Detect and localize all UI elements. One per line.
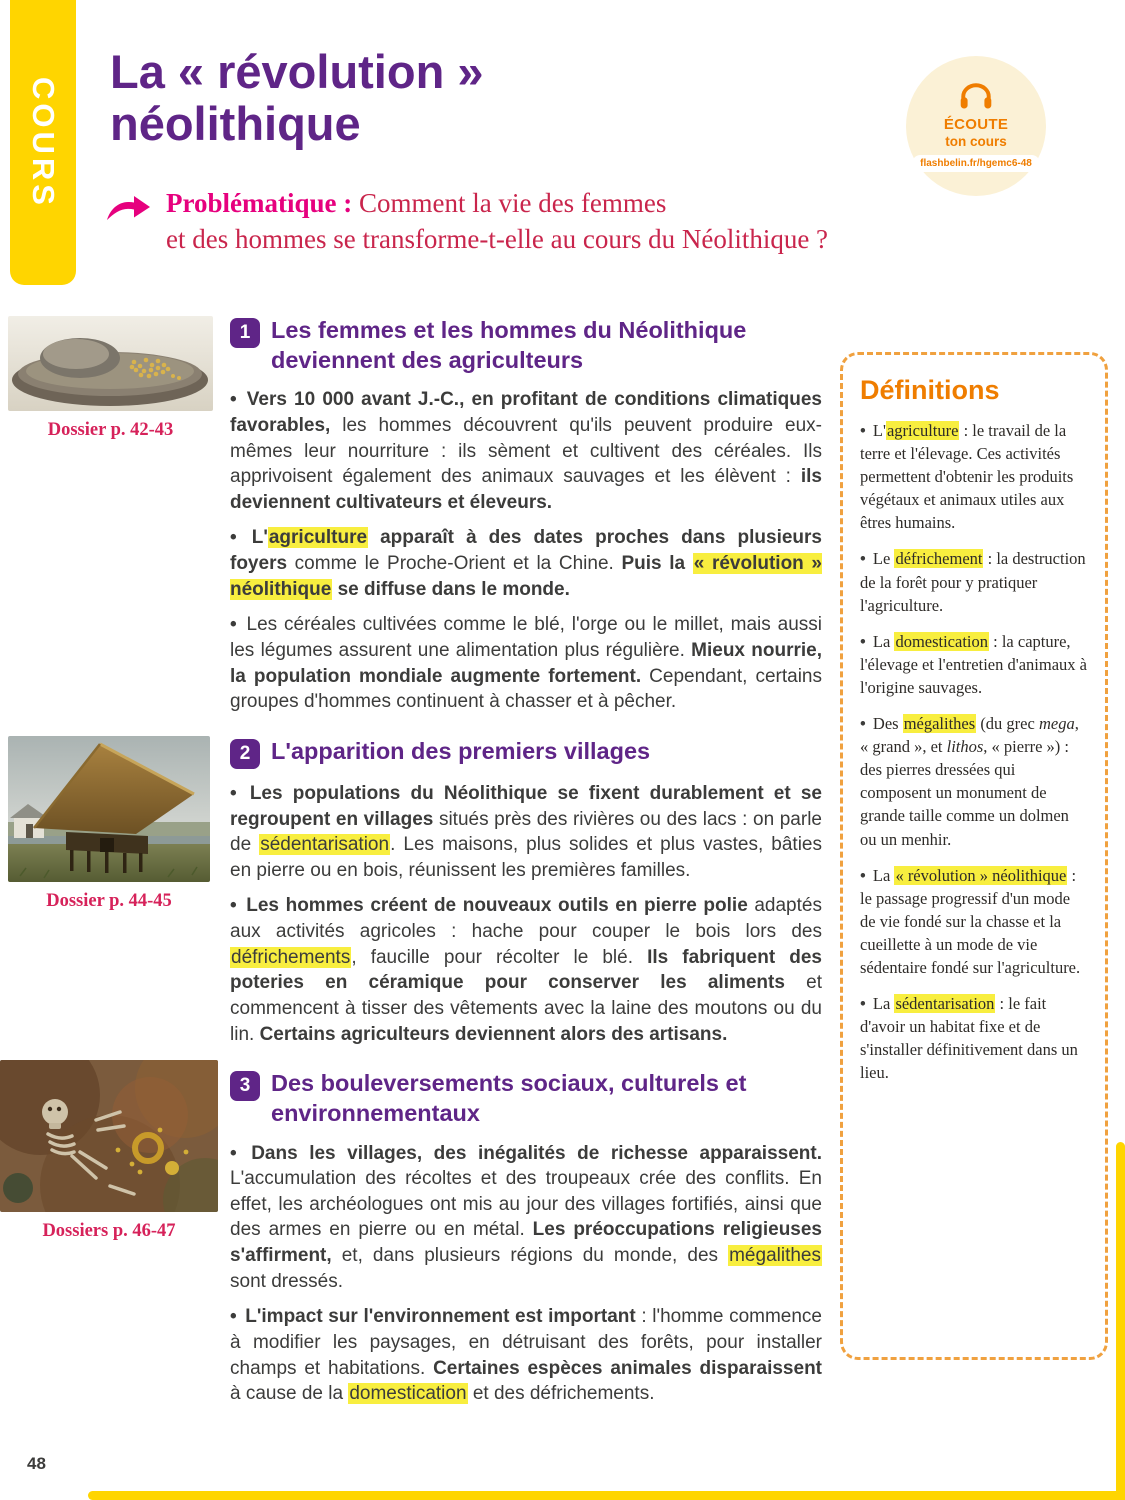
- listen-url: flashbelin.fr/hgemc6-48: [912, 155, 1040, 172]
- figure-burial: [0, 1060, 218, 1242]
- section-header: [230, 737, 822, 769]
- definition-item: • La domestication : la capture, l'élevage et l'entretien d'animaux à l'origine sauvages.: [860, 631, 1087, 697]
- page-edge-right: [1116, 1142, 1125, 1500]
- headphones-icon: [958, 80, 994, 115]
- lesson-paragraph: • Les hommes créent de nouveaux outils en pierre polie adaptés aux activités agricoles : hache pour couper le bois lors des défrichements, faucille pour récolter le blé. Ils fabriquent des poteries en céramique pour conserver les aliments et commencent à tisser des vêtements avec la laine des moutons ou du lin. Certains agriculteurs deviennent alors des artisans.: [230, 895, 822, 1045]
- page-number: 48: [27, 1454, 46, 1473]
- page-edge-bottom: [88, 1491, 1125, 1500]
- bullet: •: [230, 527, 249, 549]
- section-2: [230, 737, 822, 1047]
- bullet: •: [860, 714, 870, 734]
- bullet: •: [230, 1142, 249, 1164]
- listen-badge: [906, 56, 1046, 196]
- cours-tab-label: COURS: [26, 76, 61, 209]
- figure-caption: Dossier p. 42-43: [47, 420, 174, 440]
- section-number-badge: 2: [230, 739, 260, 769]
- problematique-label: Problématique :: [166, 188, 353, 218]
- section-heading: Les femmes et les hommes du Néolithique deviennent des agriculteurs: [271, 317, 747, 373]
- listen-title: ÉCOUTE: [943, 116, 1009, 133]
- bullet: •: [230, 1306, 243, 1328]
- figure-grinding-stone: [8, 316, 213, 441]
- main-column: [230, 316, 822, 1417]
- lesson-paragraph: • L'impact sur l'environnement est important : l'homme commence à modifier les paysages, en détruisant des forêts, pour installer champs et habitations. Certaines espèces animales disparaissent à cause de la domestication et des défrichements.: [230, 1306, 822, 1405]
- bullet: •: [230, 614, 244, 636]
- bullet: •: [230, 782, 247, 804]
- definition-item: • Des mégalithes (du grec mega, « grand », et lithos, « pierre ») : des pierres dressées qui composent un monument de grande taille comme un dolmen ou un menhir.: [860, 714, 1079, 849]
- cours-tab: [10, 0, 76, 285]
- bullet: •: [860, 994, 870, 1014]
- bullet: •: [860, 549, 870, 569]
- section-header: [230, 316, 822, 375]
- grinding-stone-photo: [8, 316, 213, 411]
- definition-item: • Le défrichement : la destruction de la forêt pour y pratiquer l'agriculture.: [860, 549, 1086, 615]
- problematique-line2: et des hommes se transforme-t-elle au cours du Néolithique ?: [166, 223, 829, 254]
- burial-photo: [0, 1060, 218, 1212]
- section-number-badge: 3: [230, 1071, 260, 1101]
- definition-item: • La sédentarisation : le fait d'avoir un habitat fixe et de s'installer définitivement dans un lieu.: [860, 994, 1078, 1083]
- section-number-badge: 1: [230, 318, 260, 348]
- definitions-box: [840, 352, 1108, 1360]
- section-1: [230, 316, 822, 715]
- lesson-paragraph: • Vers 10 000 avant J.-C., en profitant de conditions climatiques favorables, les hommes découvrent qu'ils peuvent produire eux-mêmes leur nourriture : ils sèment et cultivent des céréales. Ils apprivoisent également des animaux sauvages et les élèvent : ils deviennent cultivateurs et éleveurs.: [230, 389, 822, 513]
- bullet: •: [230, 389, 244, 411]
- section-heading: L'apparition des premiers villages: [271, 737, 651, 764]
- page-title: [110, 46, 483, 149]
- problematique-text: [166, 186, 828, 257]
- section-3: [230, 1069, 822, 1407]
- section-header: [230, 1069, 822, 1128]
- bullet: •: [230, 895, 244, 917]
- problematique: [106, 186, 986, 257]
- definitions-title: Définitions: [860, 375, 1000, 405]
- stilt-house-photo: [8, 736, 210, 882]
- problematique-arrow-icon: [106, 194, 152, 229]
- lesson-paragraph: • Les populations du Néolithique se fixent durablement et se regroupent en villages situés près des rivières ou des lacs : on parle de sédentarisation. Les maisons, plus solides et plus vastes, bâties en pierre ou en bois, réunissent les premières familles.: [230, 782, 822, 881]
- listen-subtitle: ton cours: [945, 134, 1007, 149]
- definitions-list: [860, 419, 1088, 1084]
- lesson-paragraph: • Dans les villages, des inégalités de richesse apparaissent. L'accumulation des récoltes et des troupeaux crée des conflits. En effet, les archéologues ont mis au jour des villages fortifiés, ainsi que des armes en pierre ou en métal. Les préoccupations religieuses s'affirment, et, dans plusieurs régions du monde, des mégalithes sont dressés.: [230, 1142, 823, 1292]
- page-title-line2: néolithique: [110, 96, 361, 150]
- figure-caption: Dossiers p. 46-47: [42, 1221, 176, 1241]
- figure-stilt-house: [8, 736, 210, 912]
- definition-item: • L'agriculture : le travail de la terre et l'élevage. Ces activités permettent d'obtenir les produits végétaux et animaux utiles aux êtres humains.: [860, 421, 1074, 533]
- problematique-line1: Comment la vie des femmes: [352, 188, 667, 218]
- bullet: •: [860, 421, 870, 440]
- lesson-paragraph: • L'agriculture apparaît à des dates proches dans plusieurs foyers comme le Proche-Orient et la Chine. Puis la « révolution » néolithique se diffuse dans le monde.: [230, 527, 822, 600]
- figure-caption: Dossier p. 44-45: [46, 891, 172, 911]
- bullet: •: [860, 631, 870, 651]
- definition-item: • La « révolution » néolithique : le passage progressif d'un mode de vie fondé sur la chasse et la cueillette à un mode de vie sédentaire fondé sur l'agriculture.: [860, 865, 1081, 977]
- lesson-paragraph: • Les céréales cultivées comme le blé, l'orge ou le millet, mais aussi les légumes assurent une alimentation plus régulière. Mieux nourrie, la population mondiale augmente fortement. Cependant, certains groupes d'hommes continuent à chasser et à pêcher.: [230, 614, 822, 713]
- page-title-line1: La « révolution »: [110, 45, 484, 98]
- section-heading: Des bouleversements sociaux, culturels et environnementaux: [271, 1070, 747, 1126]
- bullet: •: [860, 865, 870, 885]
